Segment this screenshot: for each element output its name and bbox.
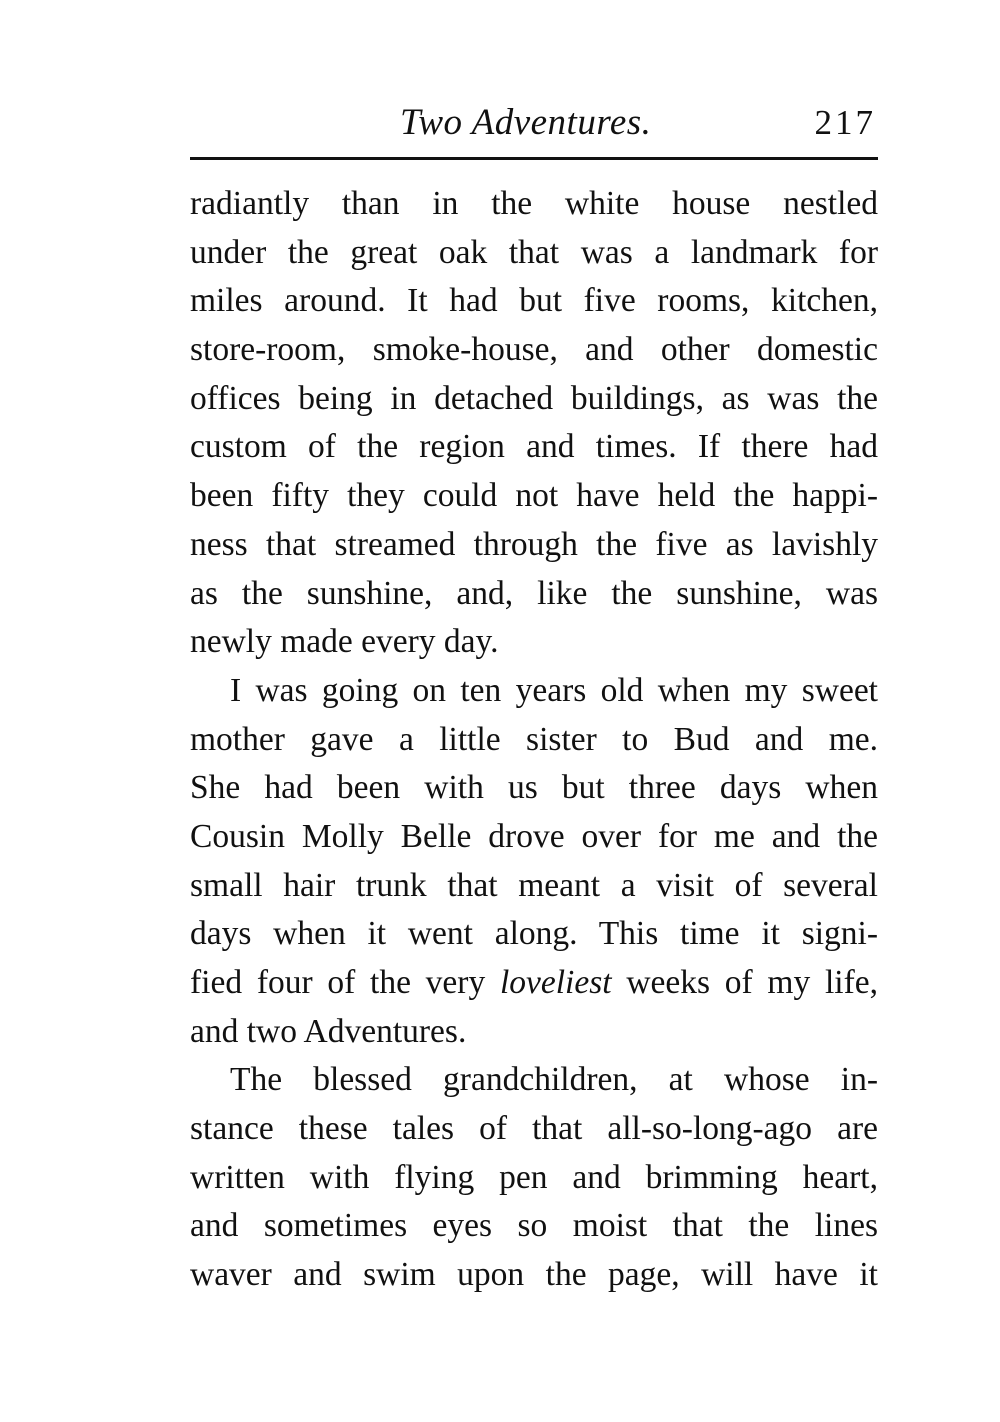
running-head: [190, 98, 878, 148]
text-line: custom of the region and times. If there had: [190, 428, 878, 466]
text-line: mother gave a little sister to Bud and me.: [190, 720, 878, 758]
text-line: days when it went along. This time it signi-: [190, 915, 878, 953]
text-line-with-emphasis: [190, 959, 878, 1008]
running-title: Two Adventures.: [400, 102, 652, 143]
line-segment: fied four of the very: [190, 964, 500, 1001]
text-line: She had been with us but three days when: [190, 769, 878, 807]
text-line: waver and swim upon the page, will have it: [190, 1256, 878, 1294]
paragraph-start-line: The blessed grandchildren, at whose in-: [230, 1061, 878, 1099]
text-line: store-room, smoke-house, and other domestic: [190, 331, 878, 369]
text-line: offices being in detached buildings, as was the: [190, 379, 878, 417]
italic-emphasis: loveliest: [499, 964, 612, 1001]
text-line: as the sunshine, and, like the sunshine, was: [190, 574, 878, 612]
text-line: written with flying pen and brimming heart,: [190, 1158, 878, 1196]
body-text: [190, 180, 878, 1300]
paragraph-start-line: I was going on ten years old when my sweet: [230, 671, 878, 709]
text-line: miles around. It had but five rooms, kitchen,: [190, 282, 878, 320]
text-line: radiantly than in the white house nestled: [190, 185, 878, 222]
text-line: Cousin Molly Belle drove over for me and the: [190, 817, 878, 855]
text-line: under the great oak that was a landmark for: [190, 233, 878, 271]
text-line: stance these tales of that all-so-long-ago are: [190, 1110, 878, 1148]
header-rule: [190, 157, 878, 160]
paragraph-end-line: and two Adventures.: [190, 1012, 467, 1050]
text-line: been fifty they could not have held the happi-: [190, 477, 878, 515]
text-line: small hair trunk that meant a visit of several: [190, 866, 878, 904]
line-segment: weeks of my life,: [611, 964, 878, 1001]
page-number: 217: [814, 103, 876, 142]
paragraph-end-line: newly made every day.: [190, 623, 499, 661]
text-line: ness that streamed through the five as lavishly: [190, 525, 878, 563]
text-line: and sometimes eyes so moist that the lines: [190, 1207, 878, 1245]
